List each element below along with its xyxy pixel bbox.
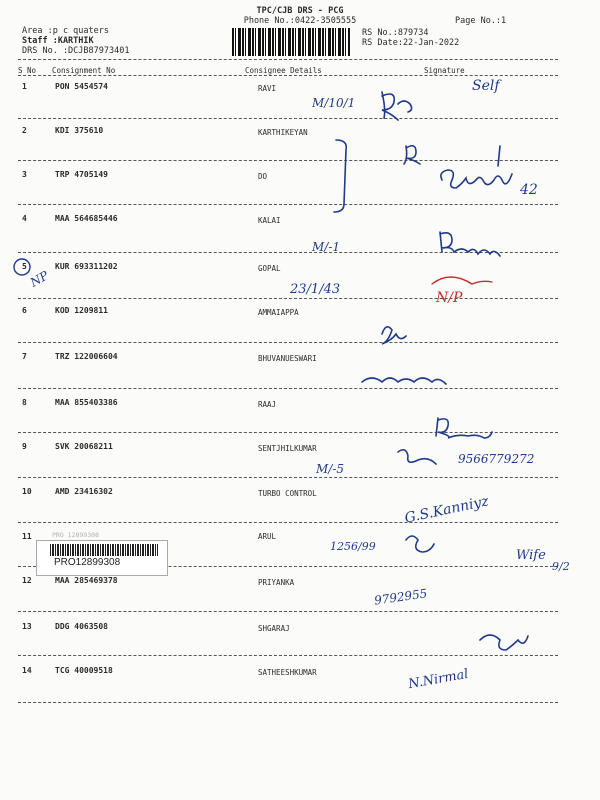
hw-row1-date: M/10/1 — [312, 96, 356, 110]
hw-row4-note: M/-1 — [312, 240, 341, 254]
sticker-faded-text: PRO 12899308 — [52, 531, 99, 539]
consignment-no: KUR 693311202 — [55, 262, 118, 271]
signature-row2 — [404, 146, 420, 164]
col-sno: S No — [18, 66, 37, 75]
rs-number: RS No.:879734 — [362, 28, 429, 38]
consignment-no: KDI 375610 — [55, 126, 104, 135]
serial-no: 1 — [22, 82, 27, 91]
consignment-no: MAA 285469378 — [55, 576, 118, 585]
hw-row3-sign: 42 — [520, 182, 538, 198]
consignment-no: TRZ 122006604 — [55, 352, 118, 361]
serial-no: 4 — [22, 214, 27, 223]
signature-row3 — [441, 146, 512, 188]
consignment-no: DDG 4063508 — [55, 622, 108, 631]
col-consignment: Consignment No — [52, 66, 116, 75]
mark-row6 — [382, 327, 406, 344]
consignee-name: ARUL — [258, 532, 277, 541]
consignee-name: BHUVANUESWARI — [258, 354, 317, 363]
hw-row11-sign: 9/2 — [552, 560, 570, 573]
consignment-no: TCG 40009518 — [55, 666, 113, 675]
serial-no: 11 — [22, 532, 32, 541]
col-consignee: Consignee Details — [245, 66, 322, 75]
consignment-no: SVK 20068211 — [55, 442, 113, 451]
hw-row5-np: NP — [27, 268, 51, 290]
serial-no: 2 — [22, 126, 27, 135]
hw-row1-self: Self — [472, 78, 500, 94]
rs-date: RS Date:22-Jan-2022 — [362, 38, 460, 48]
hw-row11-num: 1256/99 — [330, 540, 376, 553]
hw-row5-np-red: N/P — [436, 290, 463, 306]
hw-row11-wife: Wife — [516, 548, 546, 563]
serial-no: 14 — [22, 666, 32, 675]
serial-no: 7 — [22, 352, 27, 361]
red-underline-row5 — [432, 277, 492, 284]
consignment-no: TRP 4705149 — [55, 170, 108, 179]
serial-no: 3 — [22, 170, 27, 179]
consignee-name: SATHEESHKUMAR — [258, 668, 317, 677]
bracket-mark — [334, 140, 346, 212]
consignee-name: TURBO CONTROL — [258, 489, 317, 498]
circled-row5 — [14, 259, 30, 275]
consignment-no: PON 5454574 — [55, 82, 108, 91]
serial-no: 13 — [22, 622, 32, 631]
consignee-name: PRIYANKA — [258, 578, 295, 587]
hw-row9-note: M/-5 — [316, 462, 345, 476]
sticker-code: PRO12899308 — [54, 557, 121, 568]
hw-row14-name: N.Nirmal — [407, 666, 470, 693]
area-label: Area :p c quaters — [22, 26, 109, 36]
signature-row8 — [436, 418, 492, 438]
hw-row10-sign: G.S.Kanniyz — [403, 493, 491, 527]
serial-no: 10 — [22, 487, 32, 496]
hw-row9-phone: 9566779272 — [458, 452, 535, 466]
hw-row12-phone: 9792955 — [373, 586, 429, 608]
consignment-no: AMD 23416302 — [55, 487, 113, 496]
signature-row11 — [406, 536, 434, 552]
consignee-name: GOPAL — [258, 264, 281, 273]
signature-row7 — [362, 378, 446, 384]
hw-row5-date: 23/1/43 — [290, 282, 341, 297]
signature-row13 — [480, 635, 528, 650]
consignee-name: RAVI — [258, 84, 277, 93]
drs-number: DRS No. :DCJB87973401 — [22, 46, 130, 56]
serial-no: 5 — [22, 262, 27, 271]
consignment-no: MAA 855403386 — [55, 398, 118, 407]
serial-no: 9 — [22, 442, 27, 451]
serial-no: 12 — [22, 576, 32, 585]
consignee-name: RAAJ — [258, 400, 277, 409]
consignee-name: DO — [258, 172, 268, 181]
staff-label: Staff :KARTHIK — [22, 36, 94, 46]
consignment-no: KOD 1209811 — [55, 306, 108, 315]
signature-row9 — [398, 450, 436, 464]
consignment-no: MAA 564685446 — [55, 214, 118, 223]
page-number: Page No.:1 — [455, 16, 507, 26]
signature-row1 — [382, 92, 412, 120]
consignee-name: SHGARAJ — [258, 624, 290, 633]
serial-no: 6 — [22, 306, 27, 315]
col-signature: Signature — [424, 66, 465, 75]
consignee-name: AMMAIAPPA — [258, 308, 299, 317]
doc-title: TPC/CJB DRS - PCG — [256, 6, 344, 16]
signature-row4 — [440, 232, 500, 256]
consignee-name: KARTHIKEYAN — [258, 128, 308, 137]
phone-number: Phone No.:0422-3505555 — [243, 16, 357, 26]
consignee-name: SENTJHILKUMAR — [258, 444, 317, 453]
consignee-name: KALAI — [258, 216, 281, 225]
serial-no: 8 — [22, 398, 27, 407]
